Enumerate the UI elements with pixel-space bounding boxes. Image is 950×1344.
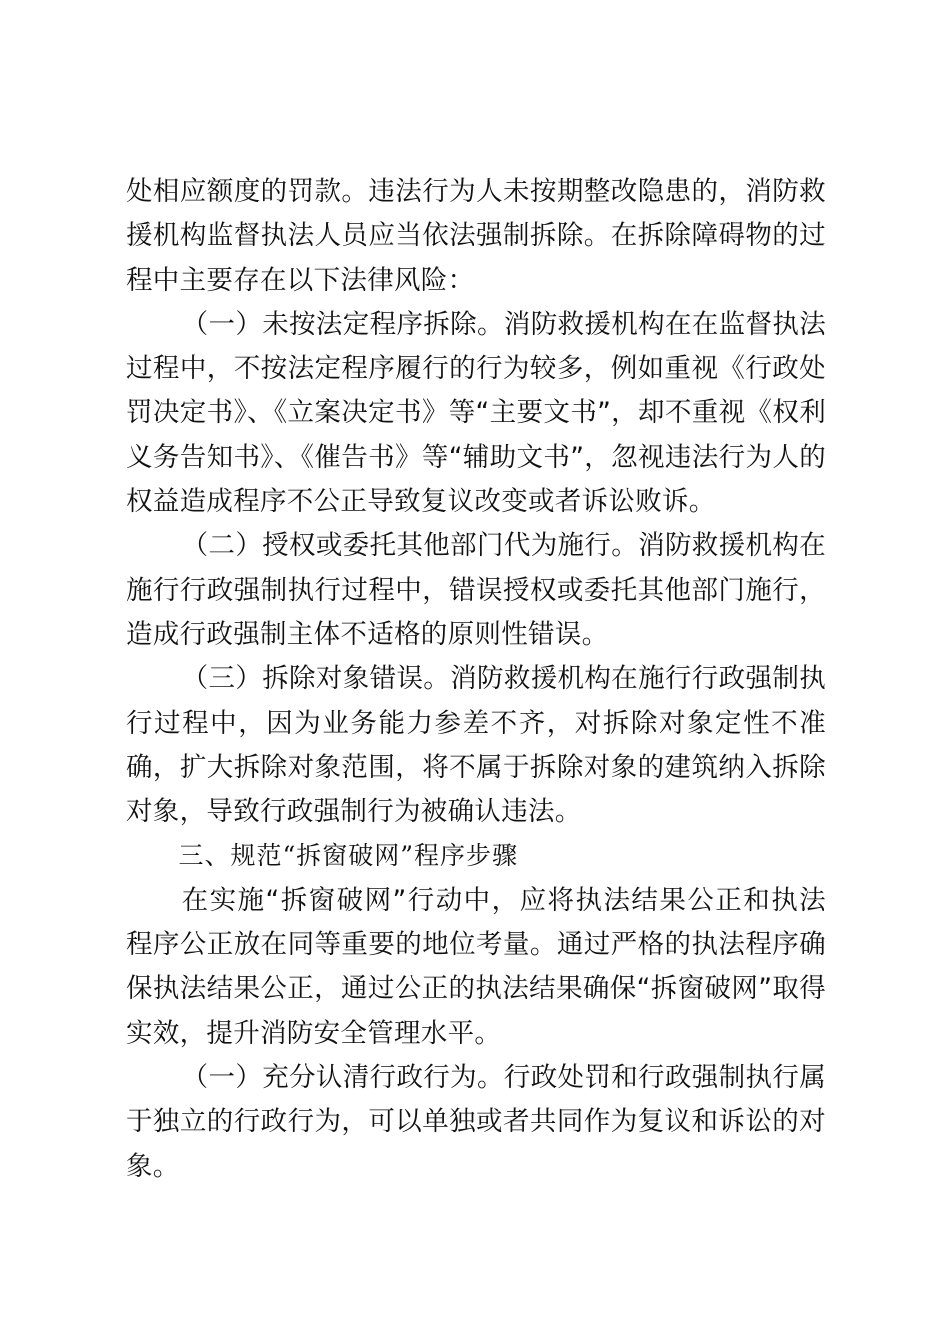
paragraph-risk-2: （二）授权或委托其他部门代为施行。消防救援机构在施行行政强制执行过程中，错误授权或委托其他部门施行，造成行政强制主体不适格的原则性错误。 [126, 530, 826, 650]
paragraph-section-intro: 在实施“拆窗破网”行动中，应将执法结果公正和执法程序公正放在同等重要的地位考量。通过严格的执法程序确保执法结果公正，通过公正的执法结果确保“拆窗破网”取得实效，提升消防安全管理水平。 [126, 884, 826, 1049]
paragraph-step-1: （一）充分认清行政行为。行政处罚和行政强制执行属于独立的行政行为，可以单独或者共同作为复议和诉讼的对象。 [126, 1061, 826, 1182]
paragraph-risk-1: （一）未按法定程序拆除。消防救援机构在在监督执法过程中，不按法定程序履行的行为较多，例如重视《行政处罚决定书》、《立案决定书》等“主要文书”，却不重视《权利义务告知书》、《催告书》等“辅助文书”，忽视违法行为人的权益造成程序不公正导致复议改变或者诉讼败诉。 [126, 308, 826, 518]
document-body [126, 170, 826, 1189]
section-heading: 三、规范“拆窗破网”程序步骤 [178, 841, 519, 871]
paragraph-risk-3: （三）拆除对象错误。消防救援机构在施行行政强制执行过程中，因为业务能力参差不齐，对拆除对象定性不准确，扩大拆除对象范围，将不属于拆除对象的建筑纳入拆除对象，导致行政强制行为被确认违法。 [126, 663, 826, 828]
paragraph-continuation: 处相应额度的罚款。违法行为人未按期整改隐患的，消防救援机构监督执法人员应当依法强制拆除。在拆除障碍物的过程中主要存在以下法律风险： [126, 176, 826, 296]
